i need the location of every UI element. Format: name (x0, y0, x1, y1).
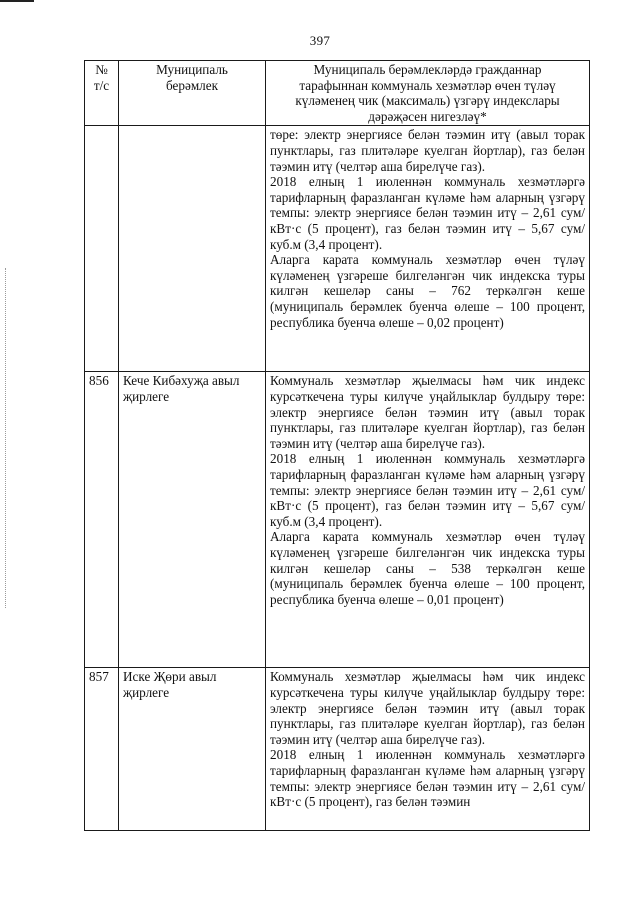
header-number-line: т/с (93, 77, 110, 93)
row-number-cell: 856 (85, 372, 119, 668)
description-paragraph: Коммуналь хезмәтләр җыелмасы һәм чик индекс курсәткечена туры килүче уңайлыклар булдыру төре: электр энергиясе белән тәэмин итү (авыл торак пунктлары, газ плитәләре куелган йортлар), газ белән тәэмин итү (челтәр аша бирелүче газ). (270, 669, 585, 747)
indices-table (84, 60, 590, 831)
header-description-line: тарафыннан коммуналь хезмәтләр өчен түләү (299, 77, 556, 93)
row-municipality-cell (119, 126, 266, 372)
header-description (266, 61, 590, 126)
header-description-line: Муниципаль берәмлекләрдә гражданнар (313, 62, 542, 77)
row-description-cell (266, 668, 590, 831)
row-municipality-cell: Кече Кибәхуҗа авыл җирлеге (119, 372, 266, 668)
header-number (85, 61, 119, 126)
table-row (85, 372, 590, 668)
table-header-row (85, 61, 590, 126)
description-paragraph: 2018 елның 1 июленнән коммуналь хезмәтләргә тарифларның фаразланган күләме һәм аларның үзгәрү темпы: электр энергиясе белән тәэмин итү – 2,61 сум/кВт·с (5 процент), газ белән тәэмин итү – 5,67 сум/куб.м (3,4 процент). (270, 451, 585, 529)
header-description-line: күләменең чик (максималь) үзгәрү индекслары (295, 93, 560, 109)
row-number-cell (85, 126, 119, 372)
row-description-cell (266, 126, 590, 372)
header-municipality-line: берәмлек (165, 77, 219, 93)
page-number: 397 (309, 33, 331, 48)
top-edge-rule (0, 0, 34, 2)
description-paragraph: төре: электр энергиясе белән тәэмин итү (авыл торак пунктлары, газ плитәләре куелган йортлар), газ белән тәэмин итү (челтәр аша бирелүче газ). (270, 127, 585, 174)
description-paragraph: Аларга карата коммуналь хезмәтләр өчен түләү күләменең үзгәреше билгеләнгән чик индекска туры килгән кешеләр саны – 538 теркәлгән кеше (муниципаль берәмлек буенча өлеше – 100 процент, республика буенча өлеше – 0,01 процент) (270, 529, 585, 607)
header-municipality-line: Муниципаль (156, 62, 228, 77)
header-number-line: № (95, 62, 108, 77)
table-row (85, 668, 590, 831)
row-municipality-cell: Иске Җөри авыл җирлеге (119, 668, 266, 831)
header-municipality (119, 61, 266, 126)
table-row-continuation (85, 126, 590, 372)
header-description-line: дәрәҗәсен нигезләү* (368, 108, 487, 124)
description-paragraph: 2018 елның 1 июленнән коммуналь хезмәтләргә тарифларның фаразланган күләме һәм аларның үзгәрү темпы: электр энергиясе белән тәэмин итү – 2,61 сум/кВт·с (5 процент), газ белән тәэмин итү – 5,67 сум/куб.м (3,4 процент). (270, 174, 585, 252)
scan-margin-dots (5, 268, 6, 608)
row-number-cell: 857 (85, 668, 119, 831)
row-description-cell (266, 372, 590, 668)
description-paragraph: 2018 елның 1 июленнән коммуналь хезмәтләргә тарифларның фаразланган күләме һәм аларның үзгәрү темпы: электр энергиясе белән тәэмин итү – 2,61 сум/кВт·с (5 процент), газ белән тәэмин (270, 747, 585, 810)
description-paragraph: Коммуналь хезмәтләр җыелмасы һәм чик индекс курсәткечена туры килүче уңайлыклар булдыру төре: электр энергиясе белән тәэмин итү (авыл торак пунктлары, газ плитәләре куелган йортлар), газ белән тәэмин итү (челтәр аша бирелүче газ). (270, 373, 585, 451)
description-paragraph: Аларга карата коммуналь хезмәтләр өчен түләү күләменең үзгәреше билгеләнгән чик индекска туры килгән кешеләр саны – 762 теркәлгән кеше (муниципаль берәмлек буенча өлеше – 100 процент, республика буенча өлеше – 0,02 процент) (270, 252, 585, 330)
